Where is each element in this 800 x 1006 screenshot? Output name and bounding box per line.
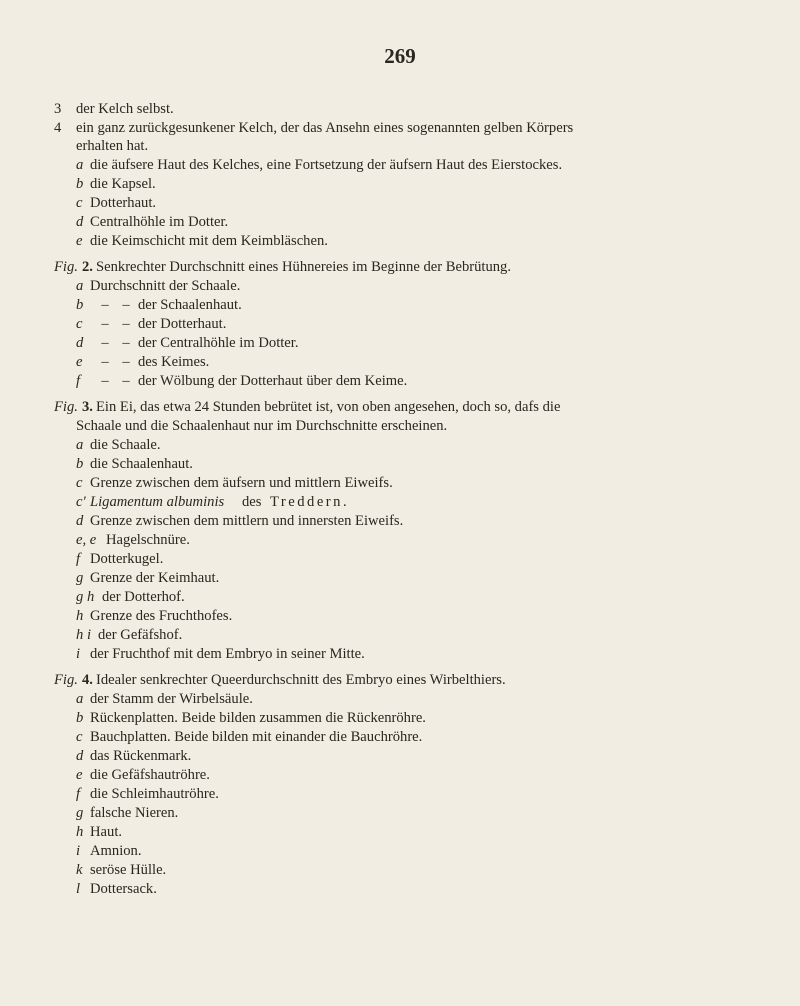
text-line — [76, 690, 253, 708]
item-letter: l — [76, 881, 81, 897]
line-text: Senkrechter Durchschnitt eines Hühnereies im Beginne der Bebrütung. — [96, 259, 511, 275]
line-text: Dottersack. — [90, 881, 157, 897]
item-letter: e — [76, 354, 83, 370]
text-line — [76, 277, 240, 295]
line-text: Ligamentum albuminis — [90, 494, 225, 510]
text-line — [76, 156, 562, 174]
text-line — [76, 550, 163, 568]
text-line — [76, 296, 242, 314]
item-letter: c' — [76, 494, 86, 510]
text-line — [76, 607, 232, 625]
item-letter: i — [76, 843, 81, 859]
figure-label: Fig. — [54, 672, 78, 688]
text-line — [76, 213, 228, 231]
item-letter: a — [76, 437, 84, 453]
text-line — [76, 766, 210, 784]
line-text: Idealer senkrechter Queerdurchschnitt des Embryo eines Wirbelthiers. — [96, 672, 506, 688]
text-line — [76, 804, 178, 822]
line-text: Grenze zwischen dem mittlern und innersten Eiweifs. — [90, 513, 404, 529]
line-text: 3 — [54, 101, 62, 117]
line-text: Ein Ei, das etwa 24 Stunden bebrütet ist, von oben angesehen, doch so, dafs die — [96, 399, 561, 415]
text-line — [76, 175, 156, 193]
text-line — [76, 372, 407, 390]
text-line — [76, 474, 393, 492]
item-letter: c — [76, 729, 83, 745]
line-text: Bauchplatten. Beide bilden mit einander die Bauchröhre. — [90, 729, 423, 745]
line-text: falsche Nieren. — [90, 805, 179, 821]
line-text: der Fruchthof mit dem Embryo in seiner Mitte. — [90, 646, 365, 662]
text-line — [76, 353, 209, 371]
line-text: ein ganz zurückgesunkener Kelch, der das Ansehn eines sogenannten gelben Körpers — [76, 120, 574, 136]
item-letter: b — [76, 710, 84, 726]
line-text: der Wölbung der Dotterhaut über dem Keime. — [138, 373, 408, 389]
ditto-dash: – — [122, 354, 130, 370]
ditto-dash: – — [101, 297, 109, 313]
text-line — [76, 709, 426, 727]
page-number: 269 — [384, 44, 416, 68]
text-line — [76, 842, 141, 860]
item-letter: d — [76, 748, 84, 764]
figure-label: Fig. — [54, 399, 78, 415]
item-letter: c — [76, 195, 83, 211]
figure-number: 2. — [82, 259, 93, 275]
item-letter: e, e — [76, 532, 97, 548]
item-letter: d — [76, 214, 84, 230]
text-line — [76, 747, 191, 765]
line-text: Centralhöhle im Dotter. — [90, 214, 229, 230]
text-line — [76, 194, 156, 212]
line-text: der Dotterhof. — [102, 589, 185, 605]
item-letter: e — [76, 767, 83, 783]
item-letter: g h — [76, 589, 95, 605]
item-letter: c — [76, 316, 83, 332]
line-text: das Rückenmark. — [90, 748, 192, 764]
line-text: die Kapsel. — [90, 176, 156, 192]
item-letter: b — [76, 297, 84, 313]
text-line — [76, 455, 193, 473]
line-text: Schaale und die Schaalenhaut nur im Durchschnitte erscheinen. — [76, 418, 448, 434]
text-line — [76, 880, 157, 898]
item-letter: h — [76, 608, 84, 624]
text-line — [76, 232, 328, 250]
line-text: die Schaalenhaut. — [90, 456, 193, 472]
item-letter: a — [76, 691, 84, 707]
figure-label: Fig. — [54, 259, 78, 275]
item-letter: h i — [76, 627, 91, 643]
ditto-dash: – — [122, 335, 130, 351]
ditto-dash: – — [122, 373, 130, 389]
line-text: der Stamm der Wirbelsäule. — [90, 691, 253, 707]
line-text: Haut. — [90, 824, 123, 840]
line-text: Grenze der Keimhaut. — [90, 570, 220, 586]
text-line — [76, 626, 182, 644]
line-text: Dotterkugel. — [90, 551, 164, 567]
line-text: der Dotterhaut. — [138, 316, 227, 332]
line-text: die äufsere Haut des Kelches, eine Fortsetzung der äufsern Haut des Eierstockes. — [90, 157, 563, 173]
text-line — [76, 436, 161, 454]
text-line — [76, 334, 299, 352]
text-line — [76, 728, 422, 746]
text-line — [76, 645, 365, 663]
text-line — [76, 785, 219, 803]
text-line — [54, 100, 174, 118]
item-letter: k — [76, 862, 83, 878]
item-letter: b — [76, 456, 84, 472]
item-letter: h — [76, 824, 84, 840]
figure-number: 3. — [82, 399, 93, 415]
line-text: der Gefäfshof. — [98, 627, 183, 643]
line-text: seröse Hülle. — [90, 862, 167, 878]
figure-number: 4. — [82, 672, 93, 688]
text-line — [54, 671, 506, 689]
line-text: Treddern. — [270, 494, 350, 510]
ditto-dash: – — [122, 297, 130, 313]
item-letter: a — [76, 278, 84, 294]
line-text: 4 — [54, 120, 62, 136]
item-letter: g — [76, 805, 84, 821]
text-line — [54, 398, 560, 416]
line-text: die Schleimhautröhre. — [90, 786, 219, 802]
item-letter: c — [76, 475, 83, 491]
line-text: Rückenplatten. Beide bilden zusammen die Rückenröhre. — [90, 710, 426, 726]
text-line — [76, 137, 148, 155]
line-text: Grenze zwischen dem äufsern und mittlern Eiweifs. — [90, 475, 393, 491]
line-text: des — [242, 494, 262, 510]
line-text: Dotterhaut. — [90, 195, 157, 211]
text-line — [76, 569, 219, 587]
ditto-dash: – — [101, 354, 109, 370]
text-line — [76, 531, 190, 549]
ditto-dash: – — [101, 373, 109, 389]
item-letter: f — [76, 373, 81, 389]
ditto-dash: – — [101, 316, 109, 332]
item-letter: f — [76, 551, 81, 567]
text-line — [76, 823, 122, 841]
item-letter: a — [76, 157, 84, 173]
text-line — [76, 588, 185, 606]
ditto-dash: – — [101, 335, 109, 351]
line-text: der Kelch selbst. — [76, 101, 174, 117]
item-letter: i — [76, 646, 81, 662]
item-letter: d — [76, 335, 84, 351]
line-text: erhalten hat. — [76, 138, 149, 154]
line-text: der Schaalenhaut. — [138, 297, 242, 313]
line-text: des Keimes. — [138, 354, 210, 370]
line-text: die Keimschicht mit dem Keimbläschen. — [90, 233, 328, 249]
text-line — [76, 417, 447, 435]
item-letter: g — [76, 570, 84, 586]
item-letter: f — [76, 786, 81, 802]
line-text: Durchschnitt der Schaale. — [90, 278, 241, 294]
line-text: die Gefäfshautröhre. — [90, 767, 210, 783]
item-letter: b — [76, 176, 84, 192]
line-text: der Centralhöhle im Dotter. — [138, 335, 299, 351]
text-line — [76, 315, 226, 333]
item-letter: e — [76, 233, 83, 249]
text-line — [54, 119, 573, 137]
line-text: die Schaale. — [90, 437, 161, 453]
line-text: Grenze des Fruchthofes. — [90, 608, 233, 624]
text-line — [76, 512, 403, 530]
text-line — [76, 861, 166, 879]
ditto-dash: – — [122, 316, 130, 332]
text-line — [76, 493, 349, 511]
line-text: Amnion. — [90, 843, 142, 859]
line-text: Hagelschnüre. — [106, 532, 190, 548]
item-letter: d — [76, 513, 84, 529]
text-line — [54, 258, 511, 276]
